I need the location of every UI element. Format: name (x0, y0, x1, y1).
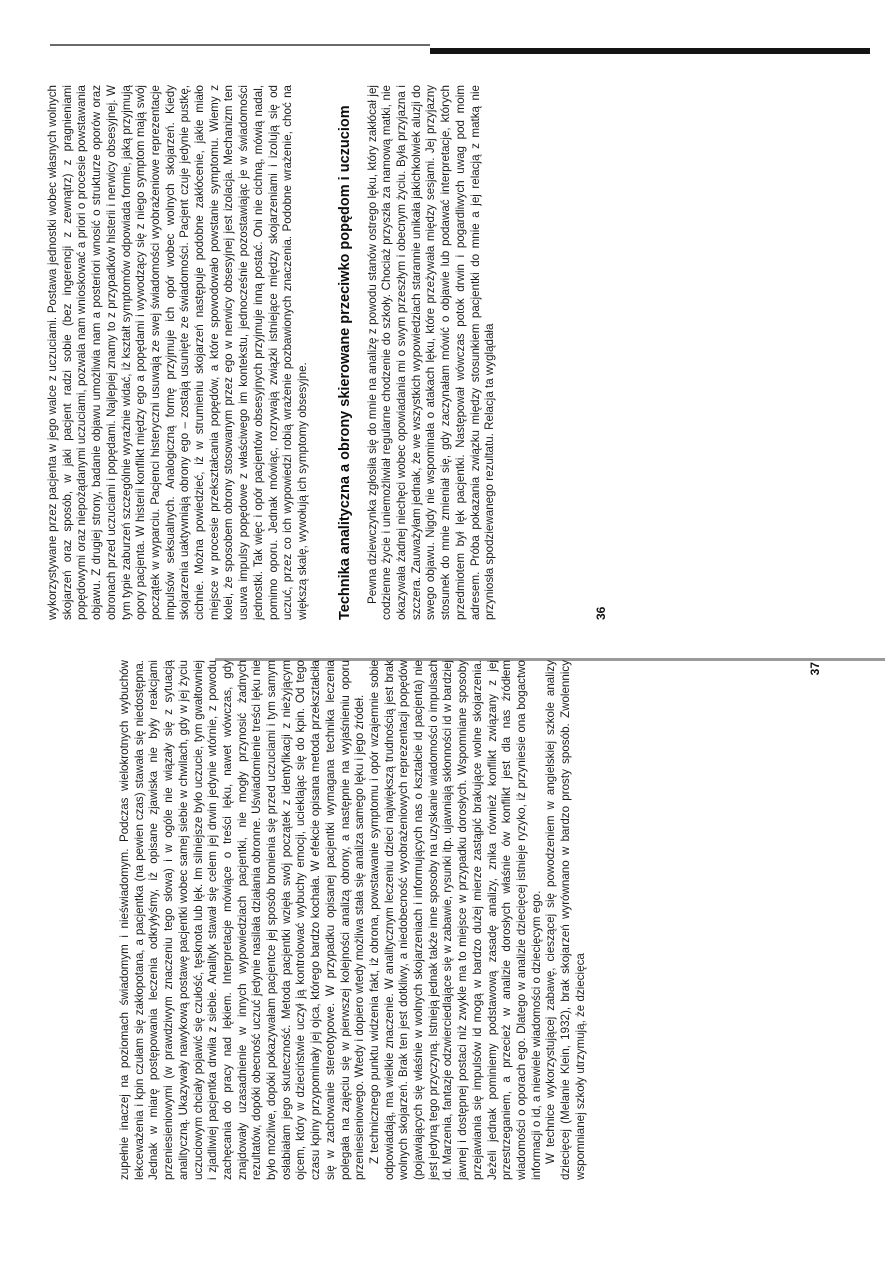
body-paragraph: Z technicznego punktu widzenia fakt, iż obrona, powstawanie symptomu i opór wzajemnie sobie odpowiadają, ma wielkie znaczenie. W analitycznym leczeniu dzieci największą trudnością jest brak wolnych skojarzeń. Brak ten jest dotkliwy, a niedobecność wyobrażeniowych reprezentacji popędów (pojawiających się właśnie w wolnych skojarzeniach i informujących nas o kształcie id pacjenta) nie jest jedyną tego przyczyną. Istnieją jednak także inne sposoby na uzyskanie wiadomości o impulsach id. Marzenia, fantazje odzwierciedlające się w zabawie, rysunki itp. ujawniają skłonności id w bardziej jawnej i dostępnej postaci niż zwykle ma to miejsce w przypadku dorosłych. Wspomniane sposoby przejawiania się impulsów id mogą w bardzo dużej mierze zastąpić brakujące wolne skojarzenia. Jeżeli jednak pominiemy podstawową zasadę analizy, znika również konflikt związany z jej przestrzeganiem, a przecież w analizie dorosłych właśnie ów konflikt jest dla nas źródłem wiadomości o oporach ego. Dlatego w analizie dziecięcej istnieje ryzyko, iż przyniesie ona bogactwo informacji o id, a niewiele wiadomości o dziecięcym ego. (367, 660, 543, 1180)
scan-rule-top-left (50, 44, 430, 46)
right-page (118, 660, 838, 1180)
scan-rule-top-right (430, 48, 870, 54)
page-number: 36 (594, 606, 608, 620)
page-number: 37 (808, 662, 822, 676)
left-page (46, 85, 608, 620)
body-paragraph: wykorzystywane przez pacjenta w jego walce z uczuciami. Postawa jednostki wobec własnych wolnych skojarzeń oraz sposób, w jaki pacjent radzi sobie (bez ingerencji z zewnątrz) z pragnieniami popędowymi oraz niepożądanymi uczuciami, pozwala nam wnioskować a priori o procesie powstawania objawu. Z drugiej strony, badanie objawu umożliwia nam a posteriori wnosić o strukturze oporów oraz obronach przed uczuciami i popędami. Najlepiej znamy to z przypadków histerii i nerwicy obsesyjnej. W tym typie zaburzeń szczególnie wyraźnie widać, iż kształt symptomów odpowiada formie, jaką przyjmują opory pacjenta. W histerii konflikt między ego a popędami i wywodzący się z niego symptom mają swój początek w wyparciu. Pacjenci histeryczni usuwają ze swej świadomości wyobrażeniowe reprezentacje impulsów seksualnych. Analogiczną formę przyjmuje ich opór wobec wolnych skojarzeń. Kiedy skojarzenia uaktywniają obrony ego – zostają usunięte ze świadomości. Pacjent czuje jedynie pustkę, cichnie. Można powiedzieć, iż w strumieniu skojarzeń następuje podobne zakłócenie, jakie miało miejsce w procesie przekształcania popędów, a które spowodowało powstanie symptomu. Wiemy z kolei, że sposobem obrony stosowanym przez ego w nerwicy obsesyjnej jest izolacja. Mechanizm ten usuwa impulsy popędowe z właściwego im kontekstu, jednocześnie pozostawiając je w świadomości jednostki. Tak więc i opór pacjentów obsesyjnych przyjmuje inną postać. Oni nie cichną, mówią nadal, pomimo oporu. Jednak mówiąc, rozrywają związki istniejące między skojarzeniami i izolują się od uczuć, przez co ich wypowiedzi robią wrażenie pozbawionych znaczenia. Podobne wrażenie, choć na większą skalę, wywołują ich symptomy obsesyjne. (46, 85, 309, 620)
body-paragraph: W technice wykorzystującej zabawę, cieszącej się powodzeniem w angielskiej szkole analizy dziecięcej (Melanie Klein, 1932), brak skojarzeń wyrównano w bardzo prosty sposób. Zwolennicy wspomnianej szkoły utrzymują, że dziecięca (544, 660, 587, 1180)
body-paragraph: zupełnie inaczej na poziomach świadomym i nieświadomym. Podczas wielokrotnych wybuchów lekceważenia i kpin czułam się zakłopotana, a pacjentka (na pewien czas) stawała się niedostępna. Jednak w miarę postępowania leczenia odkryłyśmy, iż opisane zjawiska nie były reakcjami przeniesieniowymi (w prawdziwym znaczeniu tego słowa) i w ogóle nie wiązały się z sytuacją analityczną. Ukazywały nawykową postawę pacjentki wobec samej siebie w chwilach, gdy w jej życiu uczuciowym chciały pojawić się czułość, tęsknota lub lęk. Im silniejsze było uczucie, tym gwałtowniej i zjadliwiej pacjentka drwiła z siebie. Analityk stawał się celem jej drwin jedynie wtórnie, z powodu zachęcania do pracy nad lękiem. Interpretacje mówiące o treści lęku, nawet wówczas, gdy znajdowały uzasadnienie w innych wypowiedziach pacjentki, nie mogły przynosić żadnych rezultatów, dopóki obecność uczuć jedynie nasilała działania obronne. Uświadomienie treści lęku nie było możliwe, dopóki pokazywałam pacjentce jej sposób bronienia się przed uczuciami i tym samym osłabiałam jego skuteczność. Metoda pacjentki wzięła swój początek z identyfikacji z nieżyjącym ojcem, który w dzieciństwie uczył ją kontrolować wybuchy emocji, ucieklając się do kpin. Od tego czasu kpiny przypominały jej ojca, którego bardzo kochała. W efekcie opisana metoda przekształciła się w zachowanie stereotypowe. W przypadku opisanej pacjentki wymagana technika leczenia polegała na zajęciu się w pierwszej kolejności analizą obrony, a następnie na wyjaśnieniu oporu przeniesieniowego. Wtedy i dopiero wtedy możliwa stała się analiza samego lęku i jego źródeł. (118, 660, 367, 1180)
section-heading: Technika analityczna a obrony skierowane przeciwko popędom i uczuciom (336, 105, 353, 620)
body-paragraph: Pewna dziewczynka zgłosiła się do mnie na analizę z powodu stanów ostrego lęku, który zakłócał jej codzienne życie i uniemożliwiał regularne chodzenie do szkoły. Chociaż przyszła za namową matki, nie okazywała żadnej niechęci wobec opowiadania mi o swym przeszłym i obecnym życiu. Była przyjazna i szczera. Zauważyłam jednak, że we wszystkich wypowiedziach starannie unikała jakichkolwiek aluzji do swego objawu. Nigdy nie wspominała o atakach lęku, które przeżywała między sesjami. Jej przyjazny stosunek do mnie zmieniał się, gdy zaczynałam mówić o objawie lub podawać interpretacje, których przedmiotem był lęk pacjentki. Następował wówczas potok drwin i pogardliwych uwag pod moim adresem. Próba pokazania związku między stosunkiem pacjentki do mnie a jej relacją z matką nie przyniosła spodziewanego rezultatu. Relacja ta wyglądała (365, 85, 497, 620)
